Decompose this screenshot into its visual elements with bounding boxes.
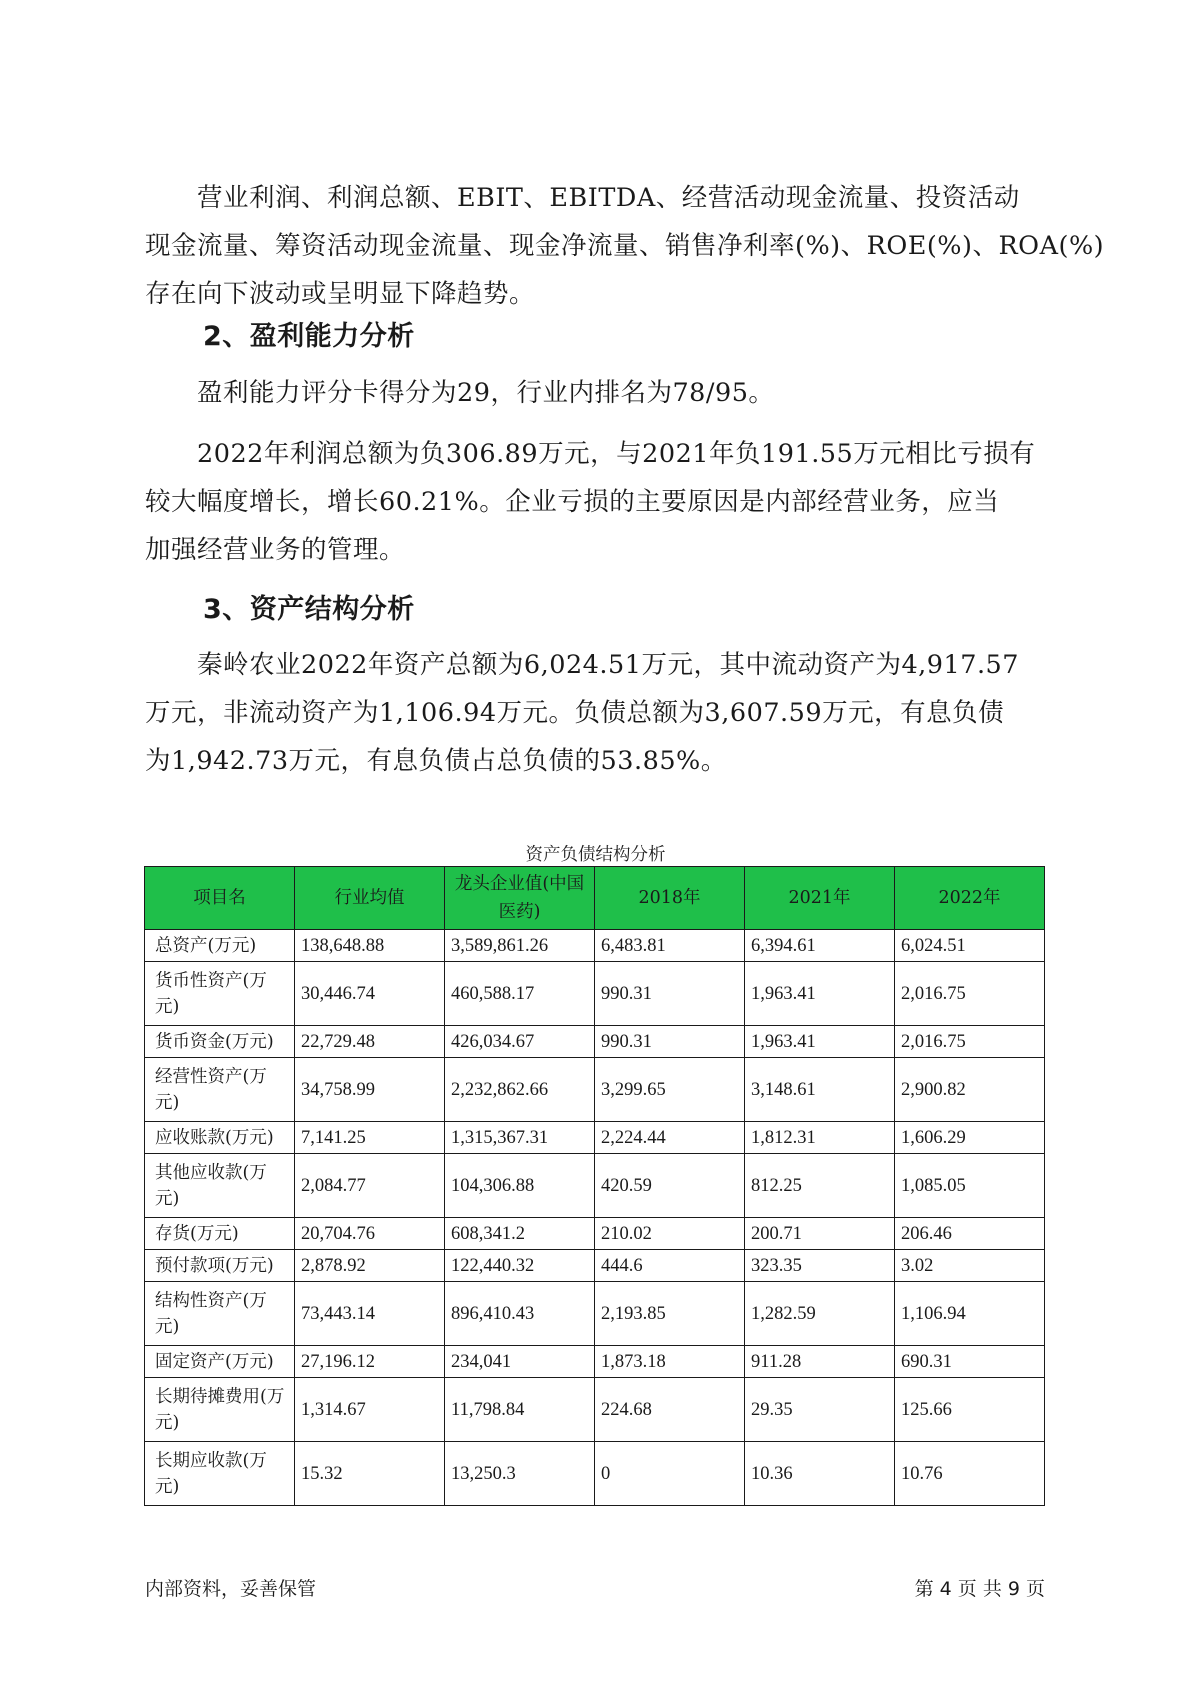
table-cell: 104,306.88	[445, 1154, 595, 1218]
table-row	[145, 1250, 1045, 1282]
table-cell: 11,798.84	[445, 1378, 595, 1442]
table-cell: 608,341.2	[445, 1218, 595, 1250]
table-cell: 2,900.82	[895, 1058, 1045, 1122]
text-line: 加强经营业务的管理。	[145, 535, 406, 565]
table-cell: 34,758.99	[295, 1058, 445, 1122]
row-label: 货币性资产(万元)	[145, 962, 295, 1026]
table-cell: 460,588.17	[445, 962, 595, 1026]
text-line: 万元，非流动资产为1,106.94万元。负债总额为3,607.59万元，有息负债	[145, 698, 1005, 728]
table-cell: 224.68	[595, 1378, 745, 1442]
table-cell: 125.66	[895, 1378, 1045, 1442]
table-row	[145, 1282, 1045, 1346]
table-cell: 2,016.75	[895, 1026, 1045, 1058]
row-label: 固定资产(万元)	[145, 1346, 295, 1378]
table-cell: 323.35	[745, 1250, 895, 1282]
table-row	[145, 1378, 1045, 1442]
table-cell: 2,878.92	[295, 1250, 445, 1282]
table-cell: 210.02	[595, 1218, 745, 1250]
table-cell: 2,084.77	[295, 1154, 445, 1218]
balance-structure-table	[144, 866, 1045, 1506]
table-cell: 1,812.31	[745, 1122, 895, 1154]
paragraph-asset-summary	[145, 641, 1045, 785]
table-cell: 911.28	[745, 1346, 895, 1378]
table-cell: 73,443.14	[295, 1282, 445, 1346]
table-row	[145, 930, 1045, 962]
table-cell: 1,963.41	[745, 1026, 895, 1058]
table-cell: 10.36	[745, 1442, 895, 1506]
column-header: 2021年	[745, 867, 895, 930]
table-cell: 13,250.3	[445, 1442, 595, 1506]
table-cell: 30,446.74	[295, 962, 445, 1026]
text-line: 较大幅度增长，增长60.21%。企业亏损的主要原因是内部经营业务，应当	[145, 487, 1000, 517]
row-label: 长期应收款(万元)	[145, 1442, 295, 1506]
text-line: 营业利润、利润总额、EBIT、EBITDA、经营活动现金流量、投资活动	[197, 183, 1020, 213]
table-cell: 1,963.41	[745, 962, 895, 1026]
table-cell: 234,041	[445, 1346, 595, 1378]
table-row	[145, 1218, 1045, 1250]
table-cell: 2,232,862.66	[445, 1058, 595, 1122]
table-cell: 3,299.65	[595, 1058, 745, 1122]
table-cell: 138,648.88	[295, 930, 445, 962]
table-cell: 7,141.25	[295, 1122, 445, 1154]
table-cell: 1,315,367.31	[445, 1122, 595, 1154]
paragraph-profit-trend	[145, 174, 1105, 318]
column-header: 龙头企业值(中国医药)	[445, 867, 595, 930]
table-row	[145, 1346, 1045, 1378]
text-line: 2022年利润总额为负306.89万元，与2021年负191.55万元相比亏损有	[197, 439, 1036, 469]
table-cell: 1,606.29	[895, 1122, 1045, 1154]
table-cell: 27,196.12	[295, 1346, 445, 1378]
table-cell: 990.31	[595, 1026, 745, 1058]
table-row	[145, 1122, 1045, 1154]
table-cell: 690.31	[895, 1346, 1045, 1378]
table-cell: 206.46	[895, 1218, 1045, 1250]
table-row	[145, 1442, 1045, 1506]
text-line: 盈利能力评分卡得分为29，行业内排名为78/95。	[197, 378, 775, 408]
table-row	[145, 962, 1045, 1026]
table-cell: 122,440.32	[445, 1250, 595, 1282]
table-cell: 3,148.61	[745, 1058, 895, 1122]
table-cell: 444.6	[595, 1250, 745, 1282]
row-label: 结构性资产(万元)	[145, 1282, 295, 1346]
row-label: 其他应收款(万元)	[145, 1154, 295, 1218]
table-cell: 2,224.44	[595, 1122, 745, 1154]
table-header-row	[145, 867, 1045, 930]
table-row	[145, 1058, 1045, 1122]
table-cell: 426,034.67	[445, 1026, 595, 1058]
table-caption: 资产负债结构分析	[525, 845, 666, 865]
table-cell: 1,873.18	[595, 1346, 745, 1378]
table-cell: 0	[595, 1442, 745, 1506]
table-cell: 1,282.59	[745, 1282, 895, 1346]
table-cell: 10.76	[895, 1442, 1045, 1506]
table-cell: 29.35	[745, 1378, 895, 1442]
table-cell: 1,314.67	[295, 1378, 445, 1442]
footer-page-number: 第 4 页 共 9 页	[914, 1578, 1045, 1600]
text-line: 存在向下波动或呈明显下降趋势。	[145, 279, 536, 309]
table-row	[145, 1154, 1045, 1218]
table-cell: 22,729.48	[295, 1026, 445, 1058]
paragraph-profit-total	[145, 430, 1045, 574]
text-line: 现金流量、筹资活动现金流量、现金净流量、销售净利率(%)、ROE(%)、ROA(%)	[145, 231, 1105, 261]
row-label: 货币资金(万元)	[145, 1026, 295, 1058]
column-header: 2018年	[595, 867, 745, 930]
row-label: 应收账款(万元)	[145, 1122, 295, 1154]
footer-confidential-note: 内部资料，妥善保管	[145, 1578, 317, 1600]
table-cell: 15.32	[295, 1442, 445, 1506]
section-heading-profitability: 2、盈利能力分析	[203, 321, 415, 352]
table-cell: 200.71	[745, 1218, 895, 1250]
table-cell: 896,410.43	[445, 1282, 595, 1346]
table-row	[145, 1026, 1045, 1058]
row-label: 存货(万元)	[145, 1218, 295, 1250]
text-line: 秦岭农业2022年资产总额为6,024.51万元，其中流动资产为4,917.57	[197, 650, 1020, 680]
table-cell: 990.31	[595, 962, 745, 1026]
table-cell: 1,085.05	[895, 1154, 1045, 1218]
table-cell: 1,106.94	[895, 1282, 1045, 1346]
table-cell: 812.25	[745, 1154, 895, 1218]
table-cell: 3,589,861.26	[445, 930, 595, 962]
table-cell: 6,483.81	[595, 930, 745, 962]
paragraph-scorecard	[145, 369, 1045, 417]
column-header: 2022年	[895, 867, 1045, 930]
table-cell: 2,193.85	[595, 1282, 745, 1346]
row-label: 经营性资产(万元)	[145, 1058, 295, 1122]
table-cell: 2,016.75	[895, 962, 1045, 1026]
table-cell: 420.59	[595, 1154, 745, 1218]
text-line: 为1,942.73万元，有息负债占总负债的53.85%。	[145, 746, 727, 776]
table-cell: 6,024.51	[895, 930, 1045, 962]
table-cell: 20,704.76	[295, 1218, 445, 1250]
row-label: 总资产(万元)	[145, 930, 295, 962]
row-label: 长期待摊费用(万元)	[145, 1378, 295, 1442]
row-label: 预付款项(万元)	[145, 1250, 295, 1282]
section-heading-asset-structure: 3、资产结构分析	[203, 594, 415, 625]
column-header: 项目名	[145, 867, 295, 930]
column-header: 行业均值	[295, 867, 445, 930]
table-cell: 6,394.61	[745, 930, 895, 962]
table-cell: 3.02	[895, 1250, 1045, 1282]
